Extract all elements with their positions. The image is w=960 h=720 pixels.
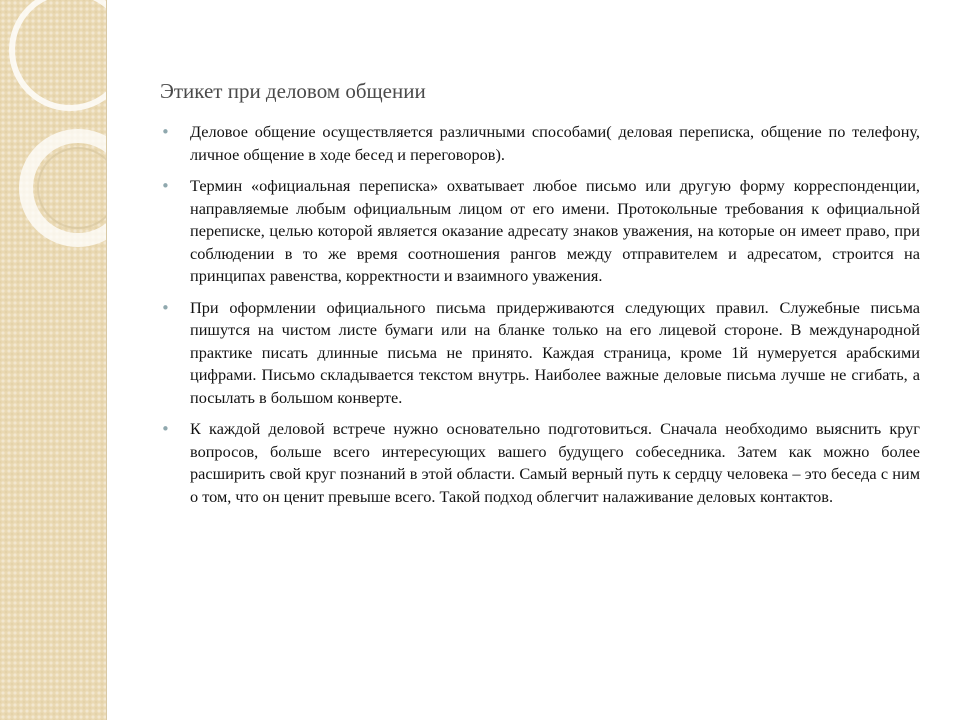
bullet-text: При оформлении официального письма придерживаются следующих правил. Служебные письма пишутся на чистом листе бумаги или на бланке только на его лицевой стороне. В международной практике писать длинные письма не принято. Каждая страница, кроме 1й нумеруется арабскими цифрами. Письмо складывается текстом внутрь. Наиболее важные деловые письма лучше не сгибать, а посылать в большом конверте. bbox=[190, 297, 920, 407]
bullet-icon: • bbox=[161, 420, 170, 438]
slide-title: Этикет при деловом общении bbox=[160, 79, 426, 103]
decorative-rings-icon bbox=[0, 0, 106, 260]
bullet-icon: • bbox=[161, 177, 170, 195]
bullet-text: Термин «официальная переписка» охватывает любое письмо или другую форму корреспонденции, направляемые любым официальным лицом от его имени. Протокольные требования к официальной переписке, целью которой является оказание адресату знаков уважения, на которые он имеет право, при соблюдении в то же время соотношения рангов между отправителем и адресатом, строится на принципах равенства, корректности и взаимного уважения. bbox=[190, 176, 920, 285]
bullet-list bbox=[160, 121, 920, 517]
bullet-icon: • bbox=[161, 298, 170, 317]
bullet-item bbox=[160, 175, 920, 288]
bullet-icon: • bbox=[161, 123, 170, 141]
bullet-text: Деловое общение осуществляется различными способами( деловая переписка, общение по телефону, личное общение в ходе бесед и переговоров). bbox=[190, 122, 920, 164]
bullet-item bbox=[160, 418, 920, 508]
bullet-item bbox=[160, 121, 920, 166]
decorative-side-panel bbox=[0, 0, 106, 720]
bullet-item bbox=[160, 297, 920, 410]
side-divider bbox=[106, 0, 107, 720]
bullet-text: К каждой деловой встрече нужно основательно подготовиться. Сначала необходимо выяснить круг вопросов, больше всего интересующих вашего будущего собеседника. Затем как можно более расширить свой круг познаний в этой области. Самый верный путь к сердцу человека – это беседа с ним о том, что он ценит превыше всего. Такой подход облегчит налаживание деловых контактов. bbox=[190, 419, 920, 506]
